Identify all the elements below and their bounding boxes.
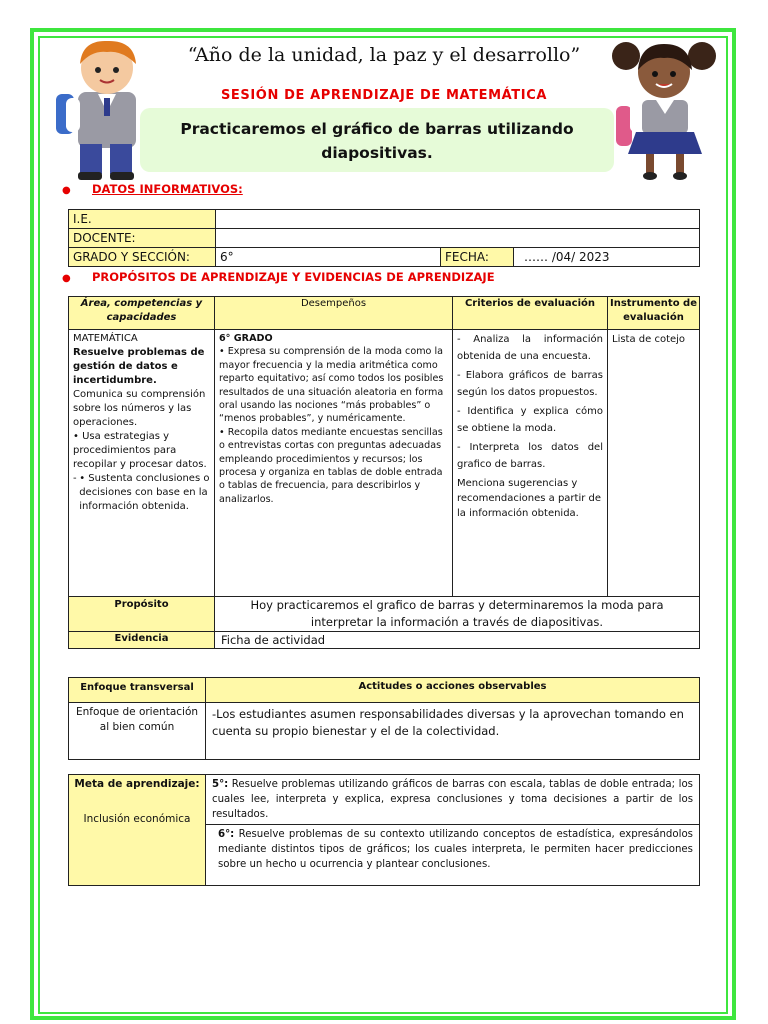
area-dash: - bbox=[73, 473, 77, 484]
col-area: Área, competencias y capacidades bbox=[69, 297, 215, 330]
meta-6-cell bbox=[206, 825, 700, 886]
crit-1: - Analiza la información obtenida de una encuesta. bbox=[457, 334, 603, 362]
meta-6-text: Resuelve problemas de su contexto utilizando conceptos de estadística, expresándolos mediante distintos tipos de gráficos; los cuales interpreta, le permiten hacer predicciones sobre un hecho u ocurrencia y plantear conclusiones. bbox=[218, 829, 693, 870]
meta-label: Meta de aprendizaje: bbox=[74, 778, 200, 790]
year-title: “Año de la unidad, la paz y el desarrollo” bbox=[187, 44, 581, 66]
lesson-title bbox=[140, 117, 614, 165]
bullet-icon: ● bbox=[62, 185, 71, 196]
crit-3: - Identifica y explica cómo se obtiene la moda. bbox=[457, 406, 603, 434]
session-title: SESIÓN DE APRENDIZAJE DE MATEMÁTICA bbox=[220, 88, 548, 103]
crit-4: - Interpreta los datos del grafico de barras. bbox=[457, 442, 603, 470]
fecha-value: …… /04/ 2023 bbox=[514, 248, 700, 267]
area-competencia: Resuelve problemas de gestión de datos e incertidumbre. bbox=[73, 347, 205, 386]
propositos-table bbox=[68, 296, 700, 649]
lesson-title-line1: Practicaremos el gráfico de barras utilizando bbox=[180, 120, 574, 138]
docente-value bbox=[216, 229, 700, 248]
enfoque-table bbox=[68, 677, 700, 760]
grado-label: GRADO Y SECCIÓN: bbox=[69, 248, 216, 267]
evidencia-label: Evidencia bbox=[69, 632, 215, 649]
area-title: MATEMÁTICA bbox=[73, 333, 138, 344]
desemp-grado: 6° GRADO bbox=[219, 333, 273, 344]
criterios-cell bbox=[453, 330, 608, 597]
desemp-1: • Expresa su comprensión de la moda como la mayor frecuencia y la media aritmética como reparto equitativo; así como todos los posibles resultados de una situación aleatoria en forma oral usando las nociones “más probables” o “menos probables”, y numéricamente. bbox=[219, 346, 444, 425]
meta-5-grade: 5°: bbox=[212, 779, 229, 790]
info-table bbox=[68, 209, 700, 267]
meta-6-grade: 6°: bbox=[218, 829, 235, 840]
enfoque-actitudes: -Los estudiantes asumen responsabilidades diversas y la aprovechan tomando en cuenta su propio bienestar y el de la colectividad. bbox=[206, 703, 700, 760]
area-cap2: • Usa estrategias y procedimientos para recopilar y procesar datos. bbox=[73, 431, 207, 470]
grado-value: 6° bbox=[216, 248, 441, 267]
area-cap1: Comunica su comprensión sobre los números y las operaciones. bbox=[73, 389, 206, 428]
proposito-text: Hoy practicaremos el grafico de barras y determinaremos la moda para interpretar la información a través de diapositivas. bbox=[215, 597, 700, 632]
section-datos: DATOS INFORMATIVOS: bbox=[92, 182, 243, 196]
ie-label: I.E. bbox=[69, 210, 216, 229]
area-cap3: • Sustenta conclusiones o decisiones con base en la información obtenida. bbox=[79, 473, 210, 512]
enfoque-col2: Actitudes o acciones observables bbox=[206, 678, 700, 703]
lesson-title-line2: diapositivas. bbox=[321, 144, 433, 162]
bullet-icon: ● bbox=[62, 273, 71, 284]
area-cell bbox=[69, 330, 215, 597]
meta-5-cell bbox=[206, 775, 700, 825]
meta-inclusion: Inclusión económica bbox=[83, 813, 191, 825]
meta-5-text: Resuelve problemas utilizando gráficos de barras con escala, tablas de doble entrada; los cuales lee, interpreta y explica, expresa conclusiones y toma decisiones a partir de los resultados. bbox=[212, 779, 693, 820]
col-desempenos: Desempeños bbox=[215, 297, 453, 330]
area-cap3-row bbox=[73, 472, 210, 514]
instrumento-cell: Lista de cotejo bbox=[608, 330, 700, 597]
fecha-label: FECHA: bbox=[441, 248, 514, 267]
docente-label: DOCENTE: bbox=[69, 229, 216, 248]
col-instrumento: Instrumento de evaluación bbox=[608, 297, 700, 330]
section-propositos: PROPÓSITOS DE APRENDIZAJE Y EVIDENCIAS DE APRENDIZAJE bbox=[92, 270, 495, 284]
crit-5: Menciona sugerencias y recomendaciones a partir de la información obtenida. bbox=[457, 478, 602, 519]
meta-label-cell bbox=[69, 775, 206, 886]
evidencia-text: Ficha de actividad bbox=[215, 632, 700, 649]
meta-table bbox=[68, 774, 700, 886]
enfoque-name: Enfoque de orientación al bien común bbox=[69, 703, 206, 760]
col-criterios: Criterios de evaluación bbox=[453, 297, 608, 330]
crit-2: - Elabora gráficos de barras según los datos propuestos. bbox=[457, 370, 603, 398]
ie-value bbox=[216, 210, 700, 229]
enfoque-col1: Enfoque transversal bbox=[69, 678, 206, 703]
desemp-2: • Recopila datos mediante encuestas sencillas o entrevistas cortas con preguntas adecuadas empleando procedimientos y recursos; los procesa y organiza en tablas de doble entrada o tablas de frecuencia, para describirlos y analizarlos. bbox=[219, 426, 443, 505]
desempenos-cell bbox=[215, 330, 453, 597]
proposito-label: Propósito bbox=[69, 597, 215, 632]
